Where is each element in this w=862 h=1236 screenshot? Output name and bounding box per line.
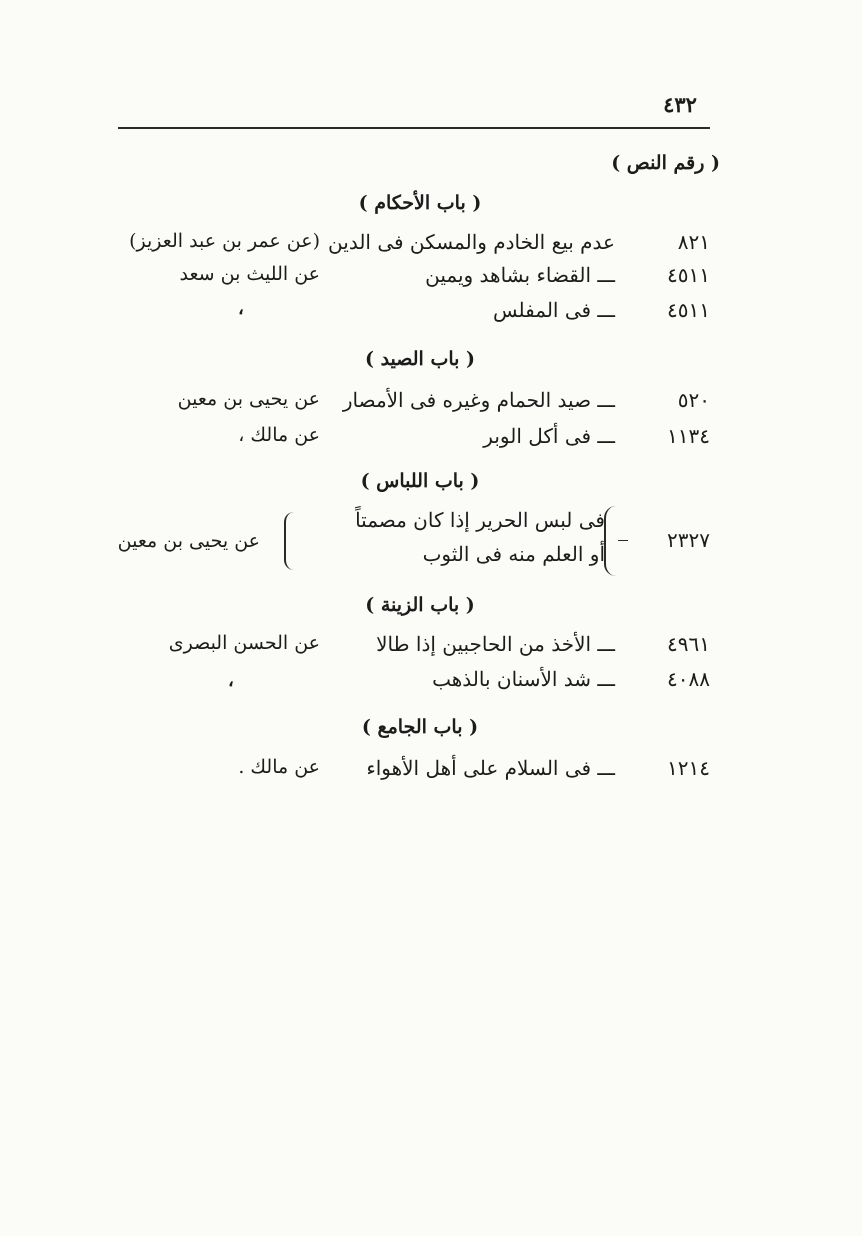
entry-number: ٢٣٢٧	[667, 528, 710, 552]
entry-text: ـــ فى السلام على أهل الأهواء	[366, 756, 615, 780]
ditto-mark: ،	[238, 298, 244, 319]
entry-text-line2: أو العلم منه فى الثوب	[422, 542, 605, 566]
section-title-libas: ( باب اللباس )	[360, 470, 480, 492]
entry-text: ـــ فى المفلس	[493, 298, 615, 322]
entry-text: ـــ القضاء بشاهد ويمين	[425, 263, 615, 287]
entry-number: ٤٩٦١	[667, 632, 710, 656]
entry-number: ٤٠٨٨	[667, 667, 710, 691]
entry-text: ـــ شد الأسنان بالذهب	[432, 667, 615, 691]
page-number: ٤٣٢	[663, 92, 697, 117]
entry-text: ـــ صيد الحمام وغيره فى الأمصار	[342, 388, 615, 412]
entry-source: (عن عمر بن عبد العزيز)	[129, 230, 320, 252]
header-rule	[118, 127, 710, 129]
entry-number: ٤٥١١	[667, 263, 710, 287]
section-title-zina: ( باب الزينة )	[365, 594, 475, 616]
entry-text: عدم بيع الخادم والمسكن فى الدين	[328, 230, 615, 254]
entry-number: ١١٣٤	[667, 424, 710, 448]
section-title-jami: ( باب الجامع )	[361, 716, 479, 738]
right-brace	[604, 506, 620, 576]
entry-source: عن يحيى بن معين	[117, 530, 260, 552]
entry-source: عن الليث بن سعد	[179, 263, 320, 285]
entry-source: عن مالك ،	[238, 424, 320, 446]
entry-text-line1: فى لبس الحرير إذا كان مصمتاً	[355, 508, 605, 532]
entry-source: عن يحيى بن معين	[177, 388, 320, 410]
ditto-mark: ،	[228, 670, 234, 691]
entry-text: ـــ الأخذ من الحاجبين إذا طالا	[376, 632, 615, 656]
entry-source: عن مالك .	[238, 756, 320, 778]
section-title-ahkam: ( باب الأحكام )	[358, 192, 482, 214]
entry-source: عن الحسن البصرى	[168, 632, 320, 654]
entry-number: ٨٢١	[677, 230, 710, 254]
column-header: ( رقم النص )	[611, 152, 720, 174]
entry-number: ٤٥١١	[667, 298, 710, 322]
left-brace	[284, 512, 296, 570]
section-title-sayd: ( باب الصيد )	[364, 348, 476, 370]
entry-number: ٥٢٠	[677, 388, 710, 412]
entry-number: ١٢١٤	[667, 756, 710, 780]
entry-text: ـــ فى أكل الوبر	[483, 424, 615, 448]
